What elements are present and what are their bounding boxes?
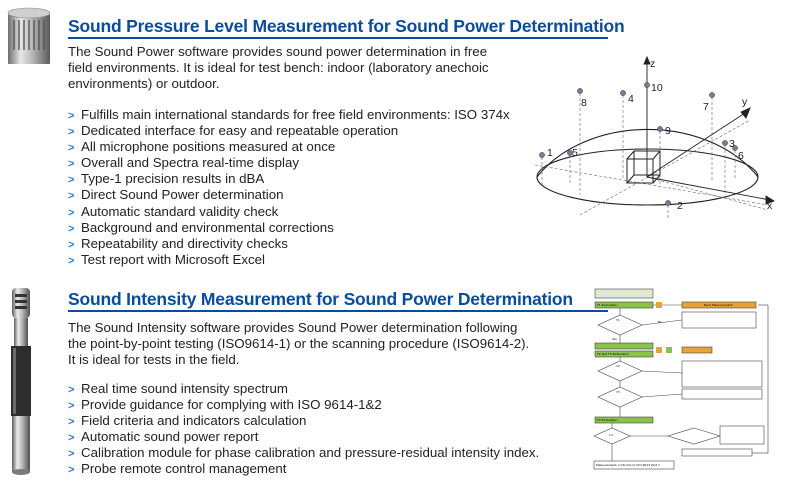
flow-label: Y4 (609, 433, 613, 437)
point-label: 7 (703, 101, 709, 113)
section2-intro: The Sound Intensity software provides Sound Power determination following the point-by-point testing (ISO9614-1) or the scanning procedure (ISO9614-2). It is ideal for tests in the field. (68, 320, 530, 367)
section2-bullet-list (68, 381, 539, 478)
point-label: 5 (572, 147, 578, 159)
flow-label: F2 and F3 Evaluation (597, 352, 629, 356)
list-item: > Fulfills main international standards for free field environments: ISO 374x (68, 107, 510, 123)
arrow-icon: > (68, 416, 75, 429)
arrow-icon: > (68, 142, 75, 155)
arrow-icon: > (68, 448, 75, 461)
list-item: > All microphone positions measured at once (68, 139, 510, 155)
point-label: 9 (665, 125, 671, 137)
arrow-icon: > (68, 254, 75, 267)
arrow-icon: > (68, 206, 75, 219)
arrow-icon: > (68, 158, 75, 171)
flow-label: Yes (612, 337, 617, 341)
microphone-image (4, 6, 54, 68)
arrow-icon: > (68, 432, 75, 445)
section1-title: Sound Pressure Level Measurement for Sound Power Determination (68, 16, 625, 36)
list-item: > Overall and Spectra real-time display (68, 155, 510, 171)
list-item: > Field criteria and indicators calculation (68, 413, 539, 429)
arrow-icon: > (68, 464, 75, 477)
flow-label: Next Measurement (704, 303, 733, 307)
point-label: 3 (729, 138, 735, 150)
point-label: 10 (651, 82, 663, 94)
flow-label: F1 Evaluation (597, 303, 618, 307)
section1-title-rule (68, 37, 608, 39)
list-item: > Background and environmental corrections (68, 220, 510, 236)
flow-label: Measurement conforms to ISO 9614 Part 1 (596, 463, 660, 467)
section2-title: Sound Intensity Measurement for Sound Power Determination (68, 289, 573, 309)
list-item: > Automatic standard validity check (68, 204, 510, 220)
axis-label-x: x (767, 200, 773, 212)
iso9614-flowchart (592, 285, 772, 475)
point-label: 6 (738, 150, 744, 162)
point-label: 8 (581, 97, 587, 109)
list-item: > Direct Sound Power determination (68, 187, 510, 203)
arrow-icon: > (68, 190, 75, 203)
list-item: > Repeatability and directivity checks (68, 236, 510, 252)
flow-label: No (658, 320, 663, 324)
point-label: 1 (547, 147, 553, 159)
arrow-icon: > (68, 174, 75, 187)
section1-bullet-list (68, 107, 510, 268)
list-item: > Provide guidance for complying with ISO 9614-1&2 (68, 397, 539, 413)
list-item: > Test report with Microsoft Excel (68, 252, 510, 268)
arrow-icon: > (68, 400, 75, 413)
list-item: > Type-1 precision results in dBA (68, 171, 510, 187)
arrow-icon: > (68, 126, 75, 139)
list-item: > Automatic sound power report (68, 429, 539, 445)
intensity-probe-image (4, 286, 38, 476)
axis-label-y: y (742, 96, 748, 108)
arrow-icon: > (68, 222, 75, 235)
flow-label: F4 Evaluation (597, 418, 618, 422)
arrow-icon: > (68, 238, 75, 251)
arrow-icon: > (68, 384, 75, 396)
arrow-icon: > (68, 110, 75, 122)
section1-intro: The Sound Power software provides sound power determination in free field environments. It is ideal for test bench: indoor (laboratory anechoic environments) or outdoor. (68, 44, 489, 91)
list-item: > Real time sound intensity spectrum (68, 381, 539, 397)
list-item: > Calibration module for phase calibration and pressure-residual intensity index. (68, 445, 539, 461)
axis-label-z: z (650, 58, 656, 70)
list-item: > Probe remote control management (68, 461, 539, 477)
hemisphere-microphone-diagram (520, 55, 785, 230)
flow-label: Y1 (616, 318, 620, 322)
flow-label: Y2 (616, 364, 620, 368)
point-label: 2 (677, 200, 683, 212)
point-label: 4 (628, 93, 634, 105)
section2-title-rule (68, 310, 608, 312)
list-item: > Dedicated interface for easy and repeatable operation (68, 123, 510, 139)
flow-label: Y3 (616, 390, 620, 394)
